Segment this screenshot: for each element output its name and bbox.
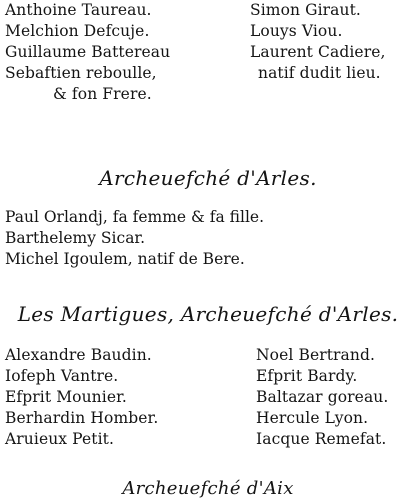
name-entry: Melchion Defcuje. xyxy=(5,22,150,40)
name-entry: Anthoine Taureau. xyxy=(5,1,152,19)
name-entry: Efprit Bardy. xyxy=(256,367,358,385)
name-entry: Louys Viou. xyxy=(250,22,343,40)
name-entry: Efprit Mounier. xyxy=(5,388,127,406)
name-entry: Alexandre Baudin. xyxy=(5,346,152,364)
list3-left-column xyxy=(5,345,158,450)
name-entry: Berhardin Homber. xyxy=(5,409,159,427)
name-entry: natif dudit lieu. xyxy=(258,64,381,82)
section-heading-aix: Archeuefché d'Aix xyxy=(122,478,294,499)
list1-right-column xyxy=(250,0,386,84)
section-heading-arles: Archeuefché d'Arles. xyxy=(99,166,317,190)
list3-right-column xyxy=(256,345,388,450)
list2 xyxy=(5,207,264,270)
name-entry: Noel Bertrand. xyxy=(256,346,376,364)
name-entry: Hercule Lyon. xyxy=(256,409,369,427)
name-entry: Simon Giraut. xyxy=(250,1,361,19)
name-entry: Barthelemy Sicar. xyxy=(5,229,146,247)
name-entry: Paul Orlandj, fa femme & fa fille. xyxy=(5,208,265,226)
name-entry: Sebaftien reboulle, xyxy=(5,64,157,82)
list1-left-column xyxy=(5,0,170,105)
name-entry: Laurent Cadiere, xyxy=(250,43,386,61)
name-entry: Baltazar goreau. xyxy=(256,388,389,406)
name-entry: Iacque Remefat. xyxy=(256,430,387,448)
name-entry: & fon Frere. xyxy=(53,85,152,103)
name-entry: Guillaume Battereau xyxy=(5,43,171,61)
section-heading-martigues: Les Martigues, Archeuefché d'Arles. xyxy=(17,302,399,326)
name-entry: Aruieux Petit. xyxy=(5,430,115,448)
name-entry: Michel Igoulem, natif de Bere. xyxy=(5,250,245,268)
name-entry: Iofeph Vantre. xyxy=(5,367,119,385)
